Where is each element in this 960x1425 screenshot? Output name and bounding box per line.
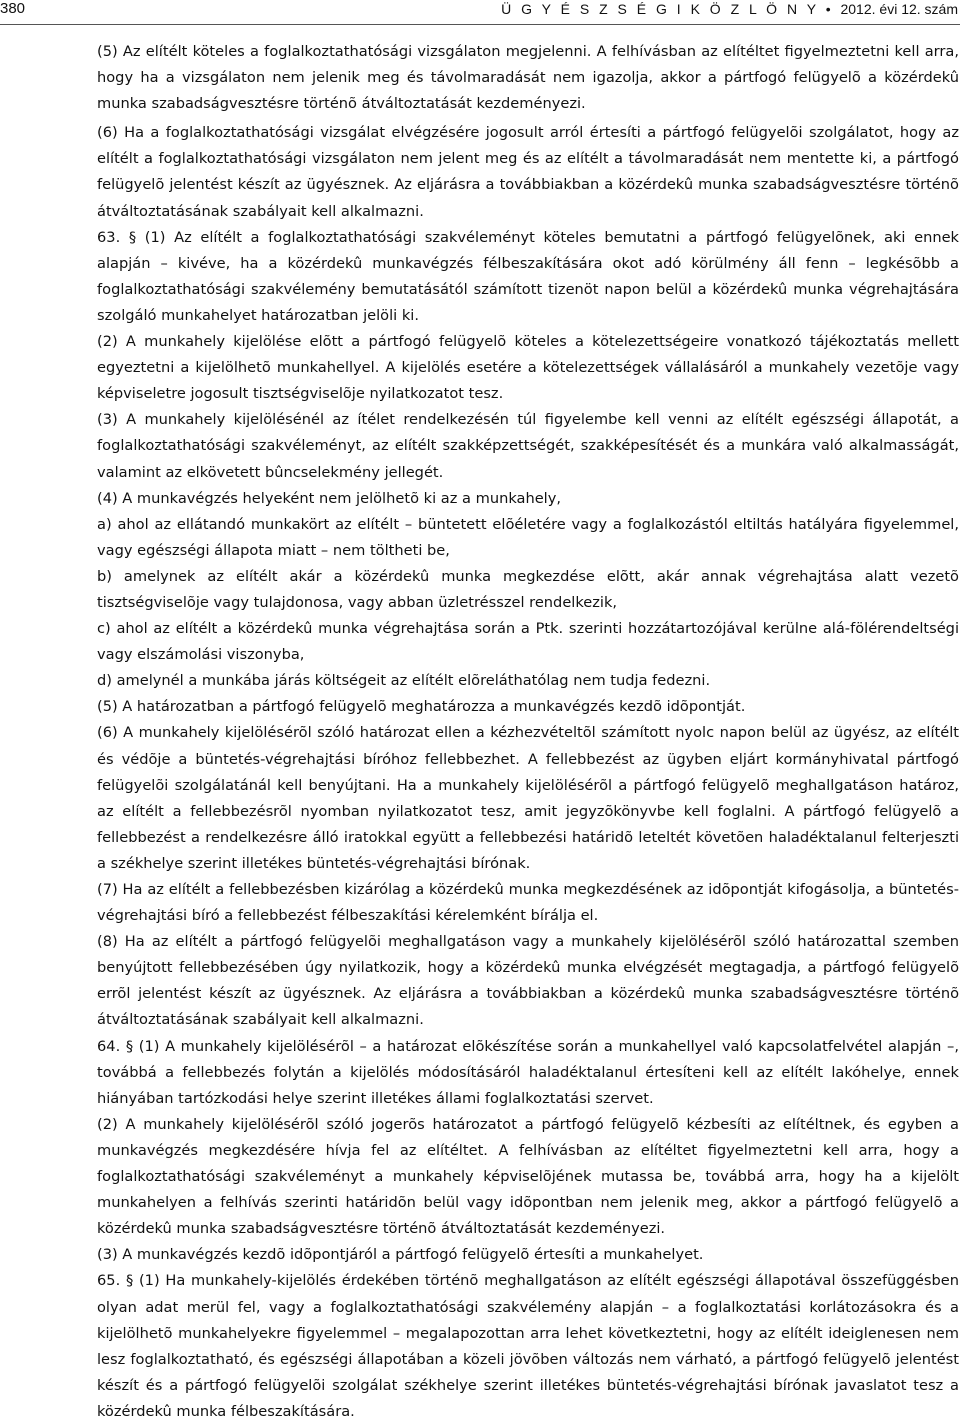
paragraph: (6) Ha a foglalkoztathatósági vizsgálat elvégzésére jogosult arról értesíti a pártfogó felügyelõi szolgálatot, hogy az elítélt a foglalkoztathatósági vizsgálaton nem jelent meg és az elítélt a távolmaradását nem mentette ki, a pártfogó felügyelõ jelentést készít az ügyésznek. Az eljárásra a továbbiakban a közérdekû munka szabadságvesztésre történõ átváltoztatásának szabályait kell alkalmazni.	[97, 124, 959, 220]
paragraph: 65. § (1) Ha munkahely-kijelölés érdekében történõ meghallgatáson az elítélt egészségi állapotával összefüggésben olyan adat merül fel, vagy a foglalkoztathatósági szakvélemény alapján – a foglalkoztatási korlátozásokra és a kijelölhetõ munkahelyekre figyelemmel – megalapozottan arra lehet következtetni, hogy az elítélt ideiglenesen nem lesz foglalkoztatható, és egészségi állapotában a közeli jövõben változás nem várható, a pártfogó felügyelõ jelentést készít és a pártfogó felügyelõi szolgálat székhelye szerint illetékes büntetés-végrehajtási bírónak javaslatot tesz a közérdekû munka félbeszakítására.	[97, 1272, 959, 1420]
journal-name: Ü G Y É S Z S É G I K Ö Z L Ö N Y	[501, 1, 819, 17]
header-bullet: •	[825, 1, 834, 17]
paragraph: (5) A határozatban a pártfogó felügyelõ meghatározza a munkavégzés kezdõ idõpontját.	[97, 698, 746, 716]
paragraph: 64. § (1) A munkahely kijelölésérõl – a határozat elõkészítése során a munkahellyel való kapcsolatfelvétel alapján –, továbbá a fellebbezés folytán a kijelölés módosításáról haladéktalanul értesíteni kell az elítélt lakóhelye, ennek hiányában tartózkodási helye szerint illetékes állami foglalkoztatási szervet.	[97, 1037, 959, 1107]
header-divider	[0, 24, 960, 25]
document-body	[97, 39, 959, 1425]
paragraph: (7) Ha az elítélt a fellebbezésben kizárólag a közérdekû munka megkezdésének az idõpontját kifogásolja, a büntetés-végrehajtási bíró a fellebbezést félbeszakítási kérelemként bírálja el.	[97, 881, 959, 925]
paragraph: (4) A munkavégzés helyeként nem jelölhetõ ki az a munkahely,	[97, 489, 562, 507]
paragraph: (6) A munkahely kijelölésérõl szóló határozat ellen a kézhezvételtõl számított nyolc napon belül az ügyész, az elítélt és védõje a büntetés-végrehajtási bíróhoz fellebbezhet. A fellebbezést az ügyben eljárt kormányhivatal pártfogó felügyelõi szolgálatánál kell benyújtani. Ha a munkahely kijelölésérõl a pártfogó felügyelõ meghallgatáson határoz, az elítélt a fellebbezésrõl nyomban nyilatkozatot tesz, amit jegyzõkönyvbe kell foglalni. A pártfogó felügyelõ a fellebbezést a rendelkezésre álló iratokkal együtt a fellebbezési határidõ leteltét követõen haladéktalanul felterjeszti a székhelye szerint illetékes büntetés-végrehajtási bírónak.	[97, 724, 959, 872]
journal-title	[501, 0, 958, 18]
paragraph: (2) A munkahely kijelölése elõtt a pártfogó felügyelõ köteles a kötelezettségeire vonatkozó tájékoztatás mellett egyeztetni a kijelölhetõ munkahellyel. A kijelölés esetére a kötelezettségek vállalásáról a munkahely vezetõje vagy képviseletre jogosult tisztségviselõje nyilatkozatot tesz.	[97, 333, 959, 403]
page-header	[0, 0, 960, 32]
paragraph: (3) A munkahely kijelölésénél az ítélet rendelkezésén túl figyelembe kell venni az elítélt egészségi állapotát, a foglalkoztathatósági szakvéleményt, az elítélt szakképzettségét, szakképesítését és a munkára való alkalmasságát, valamint az elkövetett bûncselekmény jellegét.	[97, 411, 959, 481]
list-item: c) ahol az elítélt a közérdekû munka végrehajtása során a Ptk. szerinti hozzátartozójával kerülne alá-fölérendeltségi vagy elszámolási viszonyba,	[97, 620, 959, 664]
paragraph: (8) Ha az elítélt a pártfogó felügyelõi meghallgatáson vagy a munkahely kijelölésérõl szóló határozattal szemben benyújtott fellebbezésében úgy nyilatkozik, hogy a közérdekû munka elvégzését megtagadja, a pártfogó felügyelõ errõl jelentést készít az ügyésznek. Az eljárásra a továbbiakban a közérdekû munka szabadságvesztésre történõ átváltoztatásának szabályait kell alkalmazni.	[97, 933, 959, 1029]
list-item: d) amelynél a munkába járás költségeit az elítélt elõreláthatólag nem tudja fedezni.	[97, 672, 711, 690]
page-number: 380	[0, 0, 26, 17]
paragraph: (5) Az elítélt köteles a foglalkoztathatósági vizsgálaton megjelenni. A felhívásban az elítéltet figyelmeztetni kell arra, hogy ha a vizsgálaton nem jelenik meg és távolmaradását nem igazolja, akkor a pártfogó felügyelõ a közérdekû munka szabadságvesztésre történõ átváltoztatását kezdeményezi.	[97, 43, 959, 113]
paragraph: 63. § (1) Az elítélt a foglalkoztathatósági szakvéleményt köteles bemutatni a pártfogó felügyelõnek, aki ennek alapján – kivéve, ha a közérdekû munkavégzés félbeszakítására okot adó körülmény áll fenn – legkésõbb a foglalkoztathatósági szakvélemény bemutatásától számított tizenöt napon belül a közérdekû munka végrehajtására szolgáló munkahelyet határozatban jelöli ki.	[97, 228, 959, 324]
paragraph: (2) A munkahely kijelölésérõl szóló jogerõs határozatot a pártfogó felügyelõ kézbesíti az elítéltnek, és egyben a munkavégzés megkezdésére hívja fel az elítéltet. A felhívásban az elítéltet figyelmeztetni kell arra, hogy a foglalkoztathatósági szakvéleményt a munkahely képviselõjének mutassa be, továbbá arra, hogy ha a kijelölt munkahelyen a felhívás szerinti határidõn belül vagy idõpontban nem jelenik meg, akkor a pártfogó felügyelõ a közérdekû munka szabadságvesztésre történõ átváltoztatását kezdeményezi.	[97, 1115, 959, 1238]
list-item: b) amelynek az elítélt akár a közérdekû munka megkezdése elõtt, akár annak végrehajtása alatt vezetõ tisztségviselõje vagy tulajdonosa, vagy abban üzletrésszel rendelkezik,	[97, 567, 959, 611]
issue-date: 2012. évi 12. szám	[840, 1, 958, 17]
paragraph: (3) A munkavégzés kezdõ idõpontjáról a pártfogó felügyelõ értesíti a munkahelyet.	[97, 1246, 704, 1264]
list-item: a) ahol az ellátandó munkakört az elítélt – büntetett elõéletére vagy a foglalkozástól eltiltás hatályára figyelemmel, vagy egészségi állapota miatt – nem töltheti be,	[97, 515, 959, 559]
